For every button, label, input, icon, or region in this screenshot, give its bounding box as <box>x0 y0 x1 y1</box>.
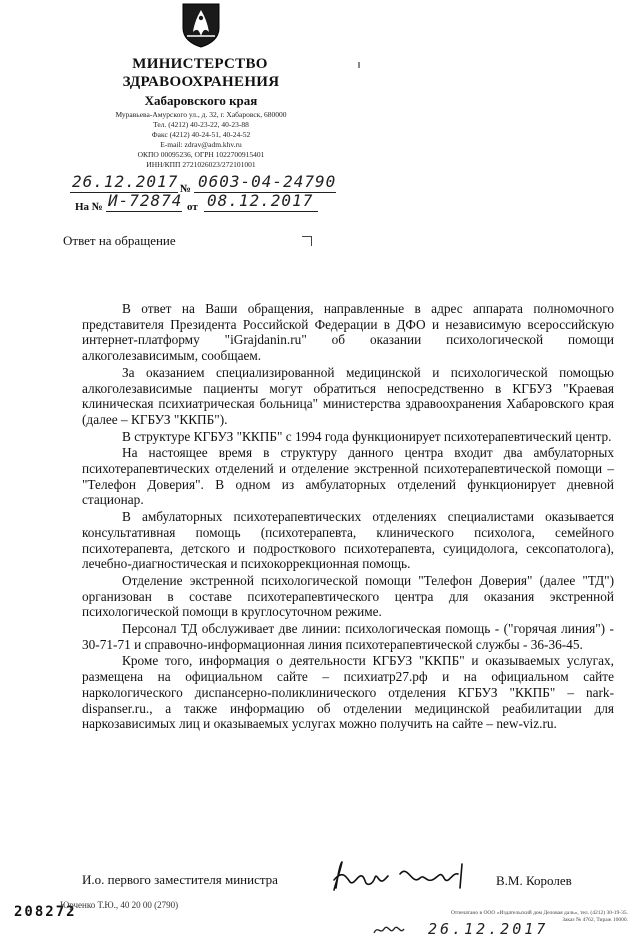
okpo-line: ОКПО 00095236, ОГРН 1022700915401 <box>137 150 265 159</box>
printer-order: Заказ № 4762, Тираж 10000. <box>562 917 628 923</box>
registration-number: 0603-04-24790 <box>198 172 337 191</box>
address-line: Муравьева-Амурского ул., д. 32, г. Хабаровск, 680000 <box>115 110 287 119</box>
body-paragraph: Персонал ТД обслуживает две линии: психологическая помощь - ("горячая линия") - 30-71-71 и справочно-информационная линия психотерапевтической службы - 36-36-45. <box>82 621 614 652</box>
email-line: E-mail: zdrav@adm.khv.ru <box>160 140 242 149</box>
inn-line: ИНН/КПП 2721026023/272101001 <box>146 160 256 169</box>
signatory-title: И.о. первого заместителя министра <box>82 872 278 887</box>
document-number: 208272 <box>14 904 77 920</box>
address-corner-mark <box>302 236 312 246</box>
body-paragraph: Кроме того, информация о деятельности КГБУЗ "ККПБ" и оказываемых услугах, размещена на официальном сайте – психиатр27.рф и на официальном сайте наркологического диспансерно-поликлинического отделения КГБУЗ "ККПБ" – nark-dispanser.ru., а также информацию об отделении медицинской реабилитации для наркозависимых лиц и оказываемых услугах можно получить на сайте – new-viz.ru. <box>82 653 614 732</box>
ref-number: И-72874 <box>108 191 183 210</box>
body-paragraph: В ответ на Ваши обращения, направленные в адрес аппарата полномочного представителя Президента Российской Федерации в ДФО и независимую всероссийскую интернет-платформу "iGrajdanin.ru" об оказании психологической помощи алкоголезависимым, сообщаем. <box>82 301 614 364</box>
body-paragraph: За оказанием специализированной медицинской и психологической помощью алкоголезависимые пациенты могут обратиться непосредственно в КГБУЗ "Краевая клиническая психиатрическая больница" министерства здравоохранения Хабаровского края (далее – КГБУЗ "ККПБ"). <box>82 364 614 427</box>
ref-date: 08.12.2017 <box>207 191 314 210</box>
number-label: № <box>180 183 192 195</box>
coat-of-arms-icon <box>181 2 221 48</box>
ministry-name-line2: ЗДРАВООХРАНЕНИЯ <box>122 74 280 90</box>
ref-from-label: от <box>187 201 198 213</box>
body-paragraph: На настоящее время в структуру данного центра входит два амбулаторных психотерапевтических отделений и отделение экстренной психотерапевтической помощи – "Телефон Доверия". В одном из амбулаторных отделений функционирует дневной стационар. <box>82 445 614 508</box>
ministry-region: Хабаровского края <box>144 93 258 108</box>
ministry-name-line1: МИНИСТЕРСТВО <box>132 56 268 72</box>
letter-body <box>82 301 614 733</box>
executor-info: Юрченко Т.Ю., 40 20 00 (2790) <box>60 900 179 910</box>
printer-note: Отпечатано в ООО «Издательский дом Деловая даль», тел. (4212) 30-19-35. <box>450 910 628 916</box>
scan-mark <box>358 62 360 68</box>
receipt-date: 26.12.2017 <box>428 920 549 938</box>
phone-line: Тел. (4212) 40-23-22, 40-23-88 <box>153 120 249 129</box>
handwritten-signature <box>328 856 478 896</box>
subject-line: Ответ на обращение <box>63 233 176 248</box>
body-paragraph: Отделение экстренной психологической помощи "Телефон Доверия" (далее "ТД") организован в составе психотерапевтического центра для оказания экстренной психологической помощи в круглосуточном режиме. <box>82 572 614 620</box>
registration-date: 26.12.2017 <box>72 172 179 191</box>
fax-line: Факс (4212) 40-24-51, 40-24-52 <box>151 130 251 139</box>
body-paragraph: В амбулаторных психотерапевтических отделениях специалистами оказывается консультативная помощь (психотерапевта, клинического психолога, семейного психотерапевта, детского и подросткового психотерапевта, суицидолога, сексопатолога), лечебно-диагностическая и психокоррекционная помощь. <box>82 509 614 572</box>
ref-number-underline <box>106 211 182 212</box>
body-paragraph: В структуре КГБУЗ "ККПБ" с 1994 года функционирует психотерапевтический центр. <box>122 428 612 444</box>
signatory-name: В.М. Королев <box>496 873 572 888</box>
ref-date-underline <box>204 211 318 212</box>
ref-number-label: На № <box>75 201 103 213</box>
